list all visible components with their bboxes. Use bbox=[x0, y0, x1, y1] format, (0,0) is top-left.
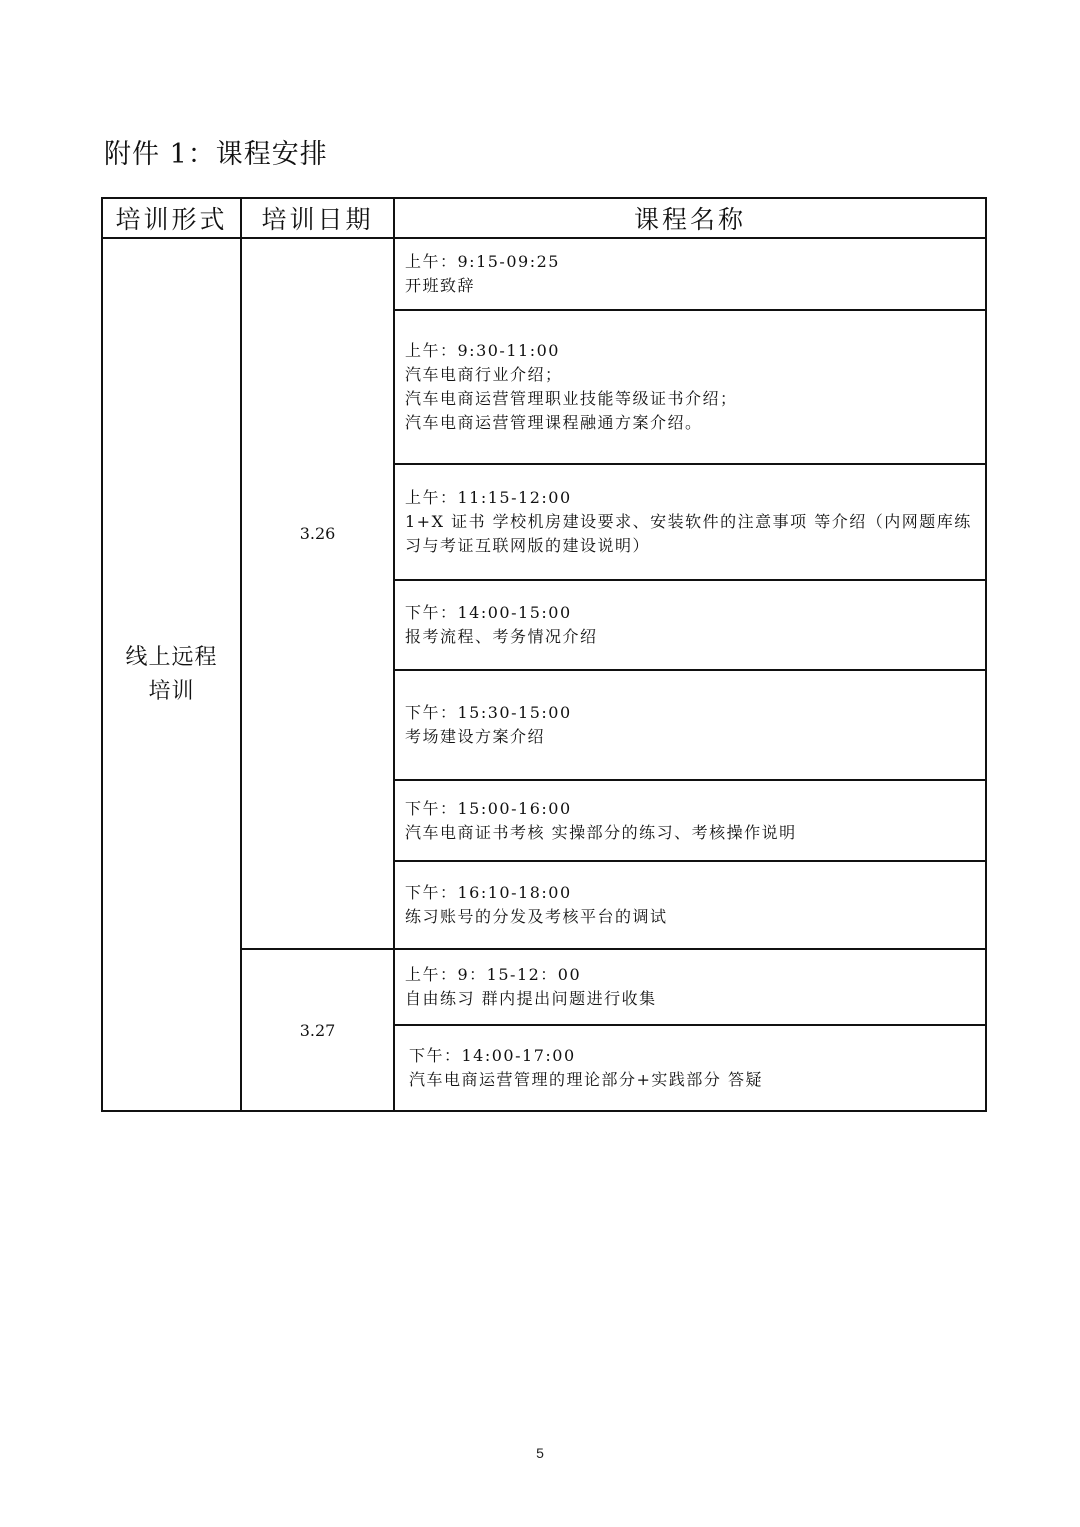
session-desc: 1+X 证书 学校机房建设要求、安装软件的注意事项 等介绍（内网题库练习与考证互联网版的建设说明） bbox=[405, 512, 972, 555]
session-time: 下午：14:00-15:00 bbox=[405, 603, 572, 622]
session-desc: 自由练习 群内提出问题进行收集 bbox=[405, 989, 657, 1008]
course-session bbox=[394, 310, 986, 464]
session-desc: 开班致辞 bbox=[405, 276, 476, 295]
session-desc: 汽车电商运营管理职业技能等级证书介绍； bbox=[405, 389, 738, 408]
page-title: 附件 1：课程安排 bbox=[104, 139, 328, 170]
session-desc: 考场建设方案介绍 bbox=[405, 727, 546, 746]
session-time: 下午：15:30-15:00 bbox=[405, 703, 572, 722]
session-desc: 练习账号的分发及考核平台的调试 bbox=[405, 907, 668, 926]
date-cell-3-27: 3.27 bbox=[241, 949, 394, 1111]
course-session bbox=[394, 670, 986, 780]
course-session bbox=[394, 949, 986, 1025]
header-course-name: 课程名称 bbox=[394, 198, 986, 238]
course-session bbox=[394, 780, 986, 861]
course-schedule-table bbox=[101, 197, 987, 1112]
course-session bbox=[394, 1025, 986, 1111]
header-training-form: 培训形式 bbox=[102, 198, 241, 238]
session-desc: 报考流程、考务情况介绍 bbox=[405, 627, 598, 646]
session-time: 上午：9:15-09:25 bbox=[405, 252, 560, 271]
session-time: 下午：15:00-16:00 bbox=[405, 798, 572, 818]
session-time: 上午：9：15-12：00 bbox=[405, 965, 582, 984]
session-desc: 汽车电商运营管理的理论部分+实践部分 答疑 bbox=[409, 1070, 763, 1089]
table-row bbox=[102, 238, 986, 310]
session-time: 下午：14:00-17:00 bbox=[409, 1046, 576, 1065]
course-session bbox=[394, 861, 986, 949]
session-desc: 汽车电商行业介绍； bbox=[405, 365, 563, 384]
date-cell-3-26: 3.26 bbox=[241, 238, 394, 949]
session-time: 上午：9:30-11:00 bbox=[405, 341, 560, 360]
table-header-row bbox=[102, 198, 986, 238]
training-form-text: 线上远程培训 bbox=[125, 644, 218, 704]
session-time: 下午：16:10-18:00 bbox=[405, 883, 572, 902]
course-session bbox=[394, 238, 986, 310]
session-desc: 汽车电商证书考核 实操部分的练习、考核操作说明 bbox=[405, 822, 797, 842]
training-form-cell bbox=[102, 238, 241, 1111]
course-session bbox=[394, 464, 986, 580]
session-desc: 汽车电商运营管理课程融通方案介绍。 bbox=[405, 413, 703, 432]
course-session bbox=[394, 580, 986, 670]
page-number: 5 bbox=[536, 1445, 544, 1461]
header-training-date: 培训日期 bbox=[241, 198, 394, 238]
session-time: 上午：11:15-12:00 bbox=[405, 488, 572, 507]
